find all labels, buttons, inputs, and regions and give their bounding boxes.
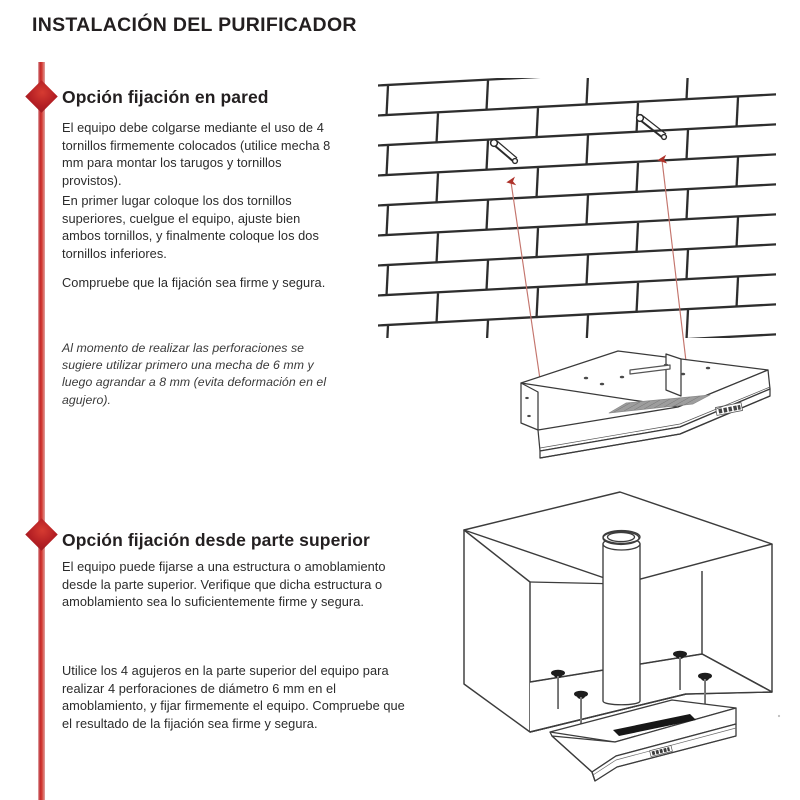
- paragraph-wall-mount-1: El equipo debe colgarse mediante el uso de 4 tornillos firmemente colocados (utilice mecha 8 mm para montar los tarugos y tornillos provistos).: [62, 120, 331, 188]
- paragraph-wall-mount-3: Compruebe que la fijación sea firme y segura.: [62, 275, 326, 290]
- scan-speck: [778, 715, 780, 717]
- paragraph-wall-mount-note: Al momento de realizar las perforaciones se sugiere utilizar primero una mecha de 6 mm y luego agrandar a 8 mm (evita deformación en el agujero).: [62, 341, 327, 407]
- section-rail-line: [38, 62, 45, 800]
- paragraph-wall-mount-2: En primer lugar coloque los dos tornillos superiores, cuelgue el equipo, ajuste bien ambos tornillos, y finalmente coloque los dos tornillos inferiores.: [62, 193, 319, 261]
- section-marker-diamond-top: [25, 518, 58, 551]
- callout-arrow-right: [662, 160, 688, 378]
- range-hood-drawing: [521, 351, 770, 458]
- wall-screw-right: [637, 115, 667, 140]
- callout-arrow-left: [511, 182, 541, 386]
- brick-wall-group: [368, 64, 783, 356]
- paragraph-top-mount-2: Utilice los 4 agujeros en la parte superior del equipo para realizar 4 perforaciones de diámetro 6 mm en el amoblamiento, y fijar firmemente el equipo. Compruebe que el resultado de la fijación sea firme y segura.: [62, 663, 405, 731]
- wall-screw-left: [491, 140, 518, 164]
- section-marker-diamond-wall: [25, 80, 58, 113]
- section-heading-top-mount: Opción fijación desde parte superior: [62, 530, 370, 550]
- section-heading-wall-mount: Opción fijación en pared: [62, 87, 269, 107]
- paragraph-top-mount-1: El equipo puede fijarse a una estructura o amoblamiento desde la parte superior. Verifique que dicha estructura o amoblamiento sea lo suficientemente firme y segura.: [62, 559, 386, 610]
- illustration-top-mount: [440, 486, 800, 800]
- duct-tube: [603, 531, 640, 705]
- illustration-wall-mount: [378, 78, 790, 458]
- page-title: INSTALACIÓN DEL PURIFICADOR: [32, 14, 357, 36]
